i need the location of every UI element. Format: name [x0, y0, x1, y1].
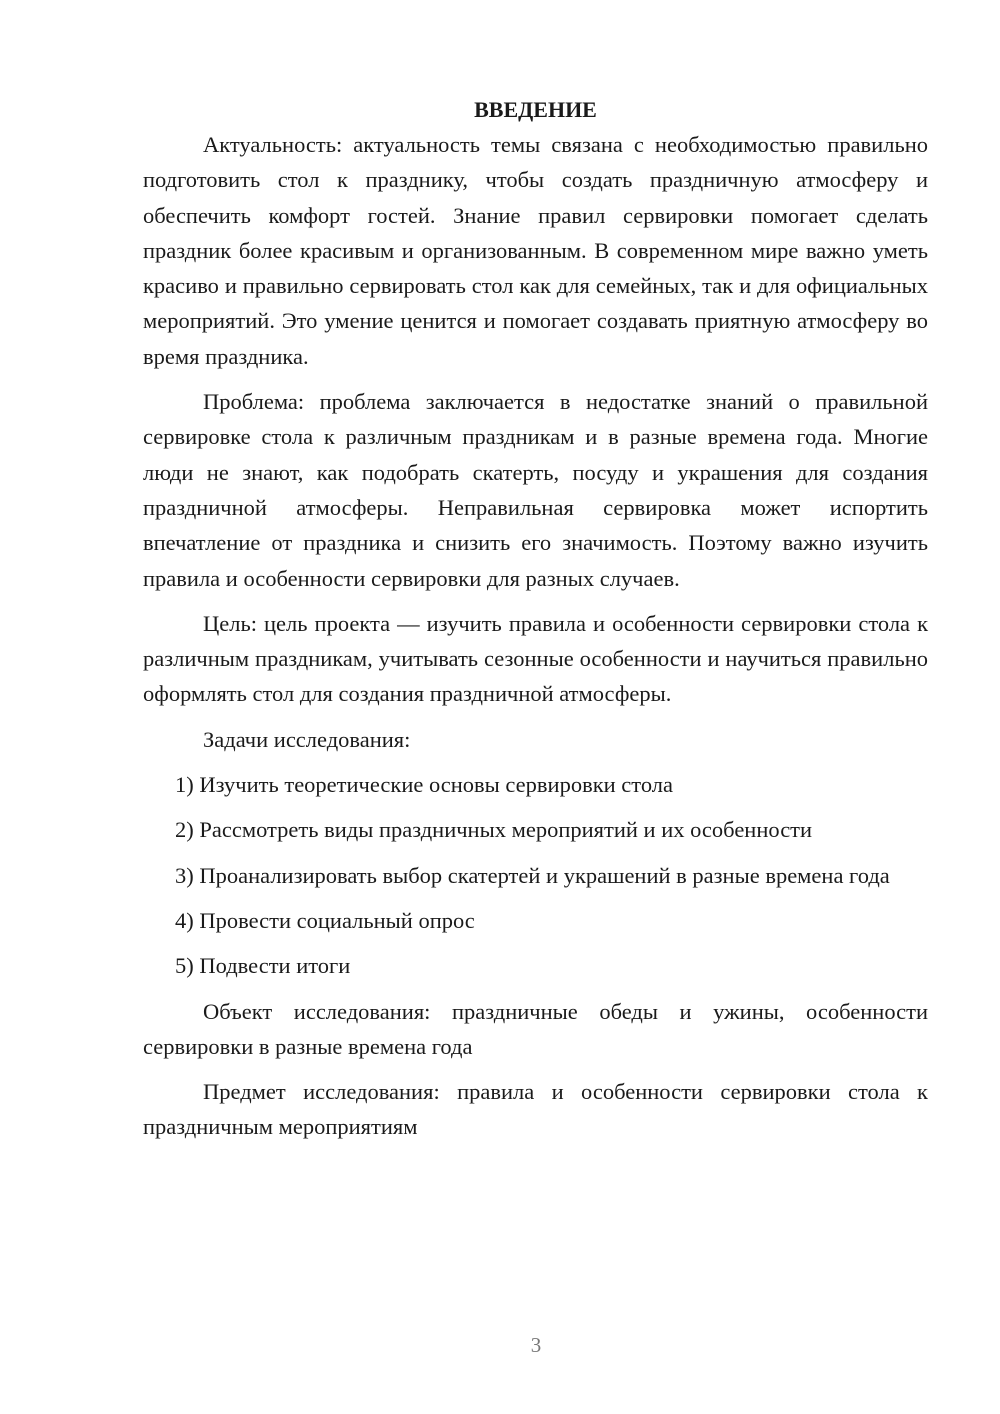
page-number: 3	[530, 1333, 542, 1357]
goal-paragraph: Цель: цель проекта — изучить правила и особенности сервировки стола к различным праздникам, учитывать сезонные особенности и научиться правильно оформлять стол для создания праздничной атмосферы.	[143, 610, 928, 707]
object-paragraph: Объект исследования: праздничные обеды и ужины, особенности сервировки в разные времена года	[143, 998, 928, 1059]
problem-paragraph: Проблема: проблема заключается в недостатке знаний о правильной сервировке стола к различным праздникам и в разные времена года. Многие люди не знают, как подобрать скатерть, посуду и украшения для создания праздничной атмосферы. Неправильная сервировка может испортить впечатление от праздника и снизить его значимость. Поэтому важно изучить правила и особенности сервировки для разных случаев.	[143, 389, 928, 591]
relevance-paragraph: Актуальность: актуальность темы связана с необходимостью правильно подготовить стол к празднику, чтобы создать праздничную атмосферу и обеспечить комфорт гостей. Знание правил сервировки помогает сделать праздник более красивым и организованным. В современном мире важно уметь красиво и правильно сервировать стол как для семейных, так и для официальных мероприятий. Это умение ценится и помогает создавать приятную атмосферу во время праздника.	[143, 132, 928, 369]
task-item: 4) Провести социальный опрос	[175, 907, 475, 933]
task-item: 2) Рассмотреть виды праздничных мероприятий и их особенности	[175, 817, 813, 843]
subject-paragraph: Предмет исследования: правила и особенности сервировки стола к праздничным мероприятиям	[143, 1079, 928, 1140]
task-item: 5) Подвести итоги	[175, 953, 351, 979]
tasks-heading: Задачи исследования:	[203, 726, 411, 752]
document-page	[143, 92, 928, 1145]
document-title: ВВЕДЕНИЕ	[474, 97, 597, 122]
task-item: 1) Изучить теоретические основы сервировки стола	[175, 772, 673, 798]
task-item: 3) Проанализировать выбор скатертей и украшений в разные времена года	[175, 862, 890, 888]
